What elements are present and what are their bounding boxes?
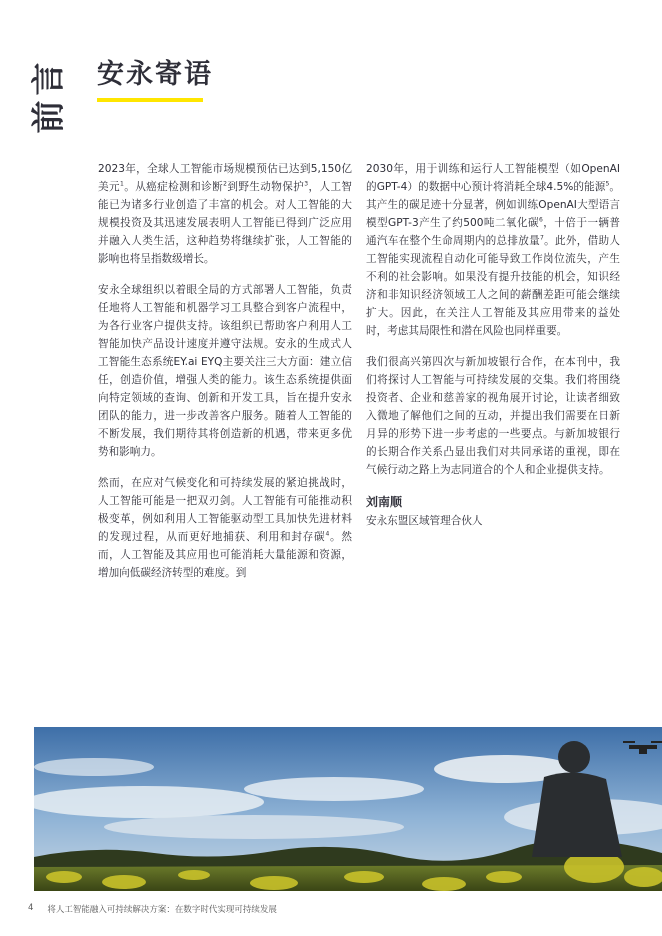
signer-name: 刘南顺 (366, 495, 403, 509)
left-column (98, 160, 352, 595)
page-title: 安永寄语 (97, 59, 213, 90)
signer-role: 安永东盟区域管理合伙人 (366, 515, 483, 527)
section-side-label (28, 60, 68, 150)
right-column (366, 160, 620, 530)
right-paragraph-2: 我们很高兴第四次与新加坡银行合作，在本刊中，我们将探讨人工智能与可持续发展的交集。我们将围绕投资者、企业和慈善家的视角展开讨论，让读者细致入微地了解他们之间的互动，并提出我们需要在日新月异的形势下进一步考虑的一些要点。与新加坡银行的长期合作关系凸显出我们对共同承诺的重视，即在气候行动之路上为志同道合的个人和企业提供支持。 (366, 356, 620, 476)
title-accent-bar (97, 98, 203, 102)
page-number: 4 (28, 903, 34, 913)
left-paragraph-2: 安永全球组织以着眼全局的方式部署人工智能，负责任地将人工智能和机器学习工具整合到客户流程中，为各行业客户提供支持。该组织已帮助客户利用人工智能加快产品设计速度并遵守法规。安永的生成式人工智能生态系统EY.ai EYQ主要关注三大方面：建立信任，创造价值，增强人类的能力。该生态系统提供面向特定领域的查询、创新和开发工具，旨在提升安永团队的能力，进一步改善客户服务。随着人工智能的不断发展，我们期待其将创造新的机遇，带来更多优势和影响力。 (98, 284, 352, 458)
left-paragraph-3: 然而，在应对气候变化和可持续发展的紧迫挑战时，人工智能可能是一把双刃剑。人工智能有可能推动积极变革，例如利用人工智能驱动型工具加快先进材料的发现过程，从而更好地捕获、利用和封存碳$^4$。然而，人工智能及其应用也可能消耗大量能源和资源，增加向低碳经济转型的难度。到 (98, 477, 353, 579)
footer-text: 将人工智能融入可持续解决方案：在数字时代实现可持续发展 (47, 905, 277, 915)
side-label-char-2: 前 (28, 100, 67, 134)
right-paragraph-1: 2030年，用于训练和运行人工智能模型（如OpenAI的GPT-4）的数据中心预计将消耗全球4.5%的能源$^5$。其产生的碳足迹十分显著，例如训练OpenAI大型语言模型GPT-3产生了约500吨二氧化碳$^6$，十倍于一辆普通汽车在整个生命周期内的总排放量$^7$。此外，借助人工智能实现流程自动化可能导致工作岗位流失，产生不利的社会影响。如果没有提升技能的机会，知识经济和非知识经济领域工人之间的薪酬差距可能会继续扩大。因此，在关注人工智能及其应用带来的益处时，考虑其局限性和潜在风险也同样重要。 (366, 163, 621, 337)
field-photo (34, 727, 662, 891)
side-label-char-1: 言 (28, 62, 67, 96)
left-paragraph-1: 2023年，全球人工智能市场规模预估已达到5,150亿美元$^1$。从癌症检测和诊断$^2$到野生动物保护$^3$，人工智能已为诸多行业创造了丰富的机会。对人工智能的大规模投资及其迅速发展表明人工智能已得到广泛应用并融入人类生活，这种趋势将继续扩张，人工智能的影响也将呈指数级增长。 (98, 163, 353, 265)
page-footer (28, 903, 277, 915)
